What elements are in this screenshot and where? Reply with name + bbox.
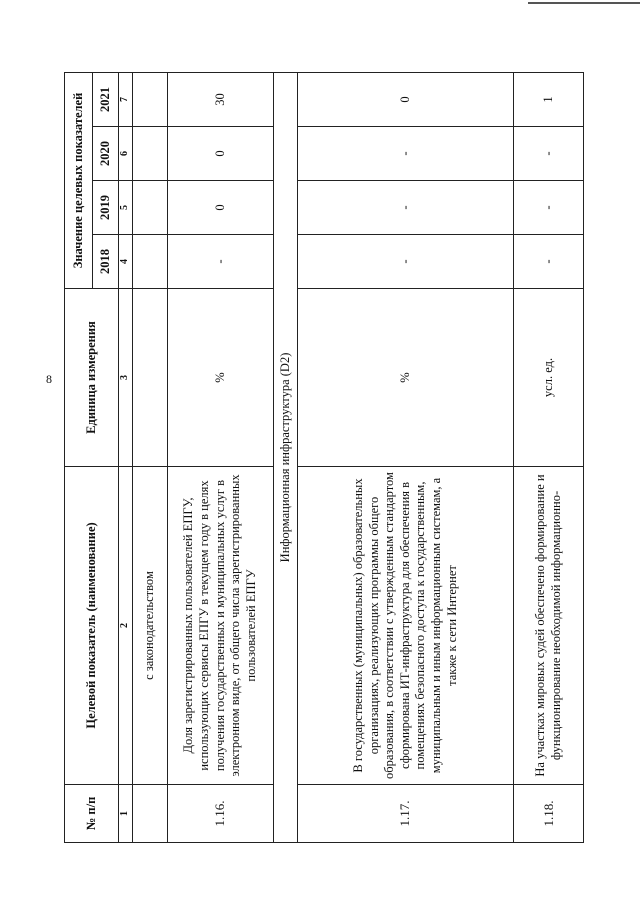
header-year: 2019 bbox=[93, 181, 119, 235]
value-cell: 0 bbox=[297, 72, 513, 126]
value-cell: 0 bbox=[167, 181, 273, 235]
value-cell: - bbox=[297, 127, 513, 181]
header-unit: Единица измерения bbox=[65, 289, 119, 467]
row-number: 1.16. bbox=[167, 785, 273, 843]
indicator-name: В государственных (муниципальных) образовательных организациях, реализующих программы общего образования, в соответствии с утвержденным стандартом сформирована ИТ-инфраструктура для обеспечения в помещениях безопасного доступа к государственным, муниципальным и иным информационным системам, а также к сети Интернет bbox=[297, 467, 513, 785]
header-year: 2018 bbox=[93, 235, 119, 289]
column-number: 2 bbox=[119, 467, 133, 785]
table-row bbox=[167, 72, 273, 842]
table-row bbox=[297, 72, 513, 842]
header-year: 2020 bbox=[93, 127, 119, 181]
section-row bbox=[273, 72, 297, 842]
indicator-name: На участках мировых судей обеспечено формирование и функционирование необходимой информационно- bbox=[514, 467, 584, 785]
top-rule bbox=[528, 2, 640, 4]
indicator-name: Доля зарегистрированных пользователей ЕПГУ, использующих сервисы ЕПГУ в текущем году в целях получения государственных и муниципальных услуг в электронном виде, от общего числа зарегистрированных пользователей ЕПГУ bbox=[167, 467, 273, 785]
unit-cell: % bbox=[167, 289, 273, 467]
section-title: Информационная инфраструктура (D2) bbox=[273, 72, 297, 842]
value-cell: - bbox=[297, 235, 513, 289]
table-row bbox=[514, 72, 584, 842]
value-cell: 30 bbox=[167, 72, 273, 126]
unit-cell: % bbox=[297, 289, 513, 467]
column-number: 5 bbox=[119, 181, 133, 235]
column-number: 3 bbox=[119, 289, 133, 467]
target-indicators-table bbox=[64, 72, 584, 843]
value-cell: 1 bbox=[514, 72, 584, 126]
header-year: 2021 bbox=[93, 72, 119, 126]
column-number: 7 bbox=[119, 72, 133, 126]
continuation-text: с законодательством bbox=[132, 467, 167, 785]
value-cell: - bbox=[167, 235, 273, 289]
value-cell: - bbox=[514, 181, 584, 235]
value-cell: - bbox=[514, 127, 584, 181]
value-cell: - bbox=[514, 235, 584, 289]
value-cell: - bbox=[297, 181, 513, 235]
header-indicator: Целевой показатель (наименование) bbox=[65, 467, 119, 785]
column-number: 4 bbox=[119, 235, 133, 289]
header-values-group: Значение целевых показателей bbox=[65, 72, 93, 288]
table-row bbox=[132, 72, 167, 842]
rotated-table-container bbox=[64, 73, 584, 843]
value-cell: 0 bbox=[167, 127, 273, 181]
page-number: 8 bbox=[46, 372, 52, 386]
header-num: № п/п bbox=[65, 785, 119, 843]
row-number: 1.18. bbox=[514, 785, 584, 843]
column-number: 1 bbox=[119, 785, 133, 843]
column-number: 6 bbox=[119, 127, 133, 181]
unit-cell: усл. ед. bbox=[514, 289, 584, 467]
row-number: 1.17. bbox=[297, 785, 513, 843]
